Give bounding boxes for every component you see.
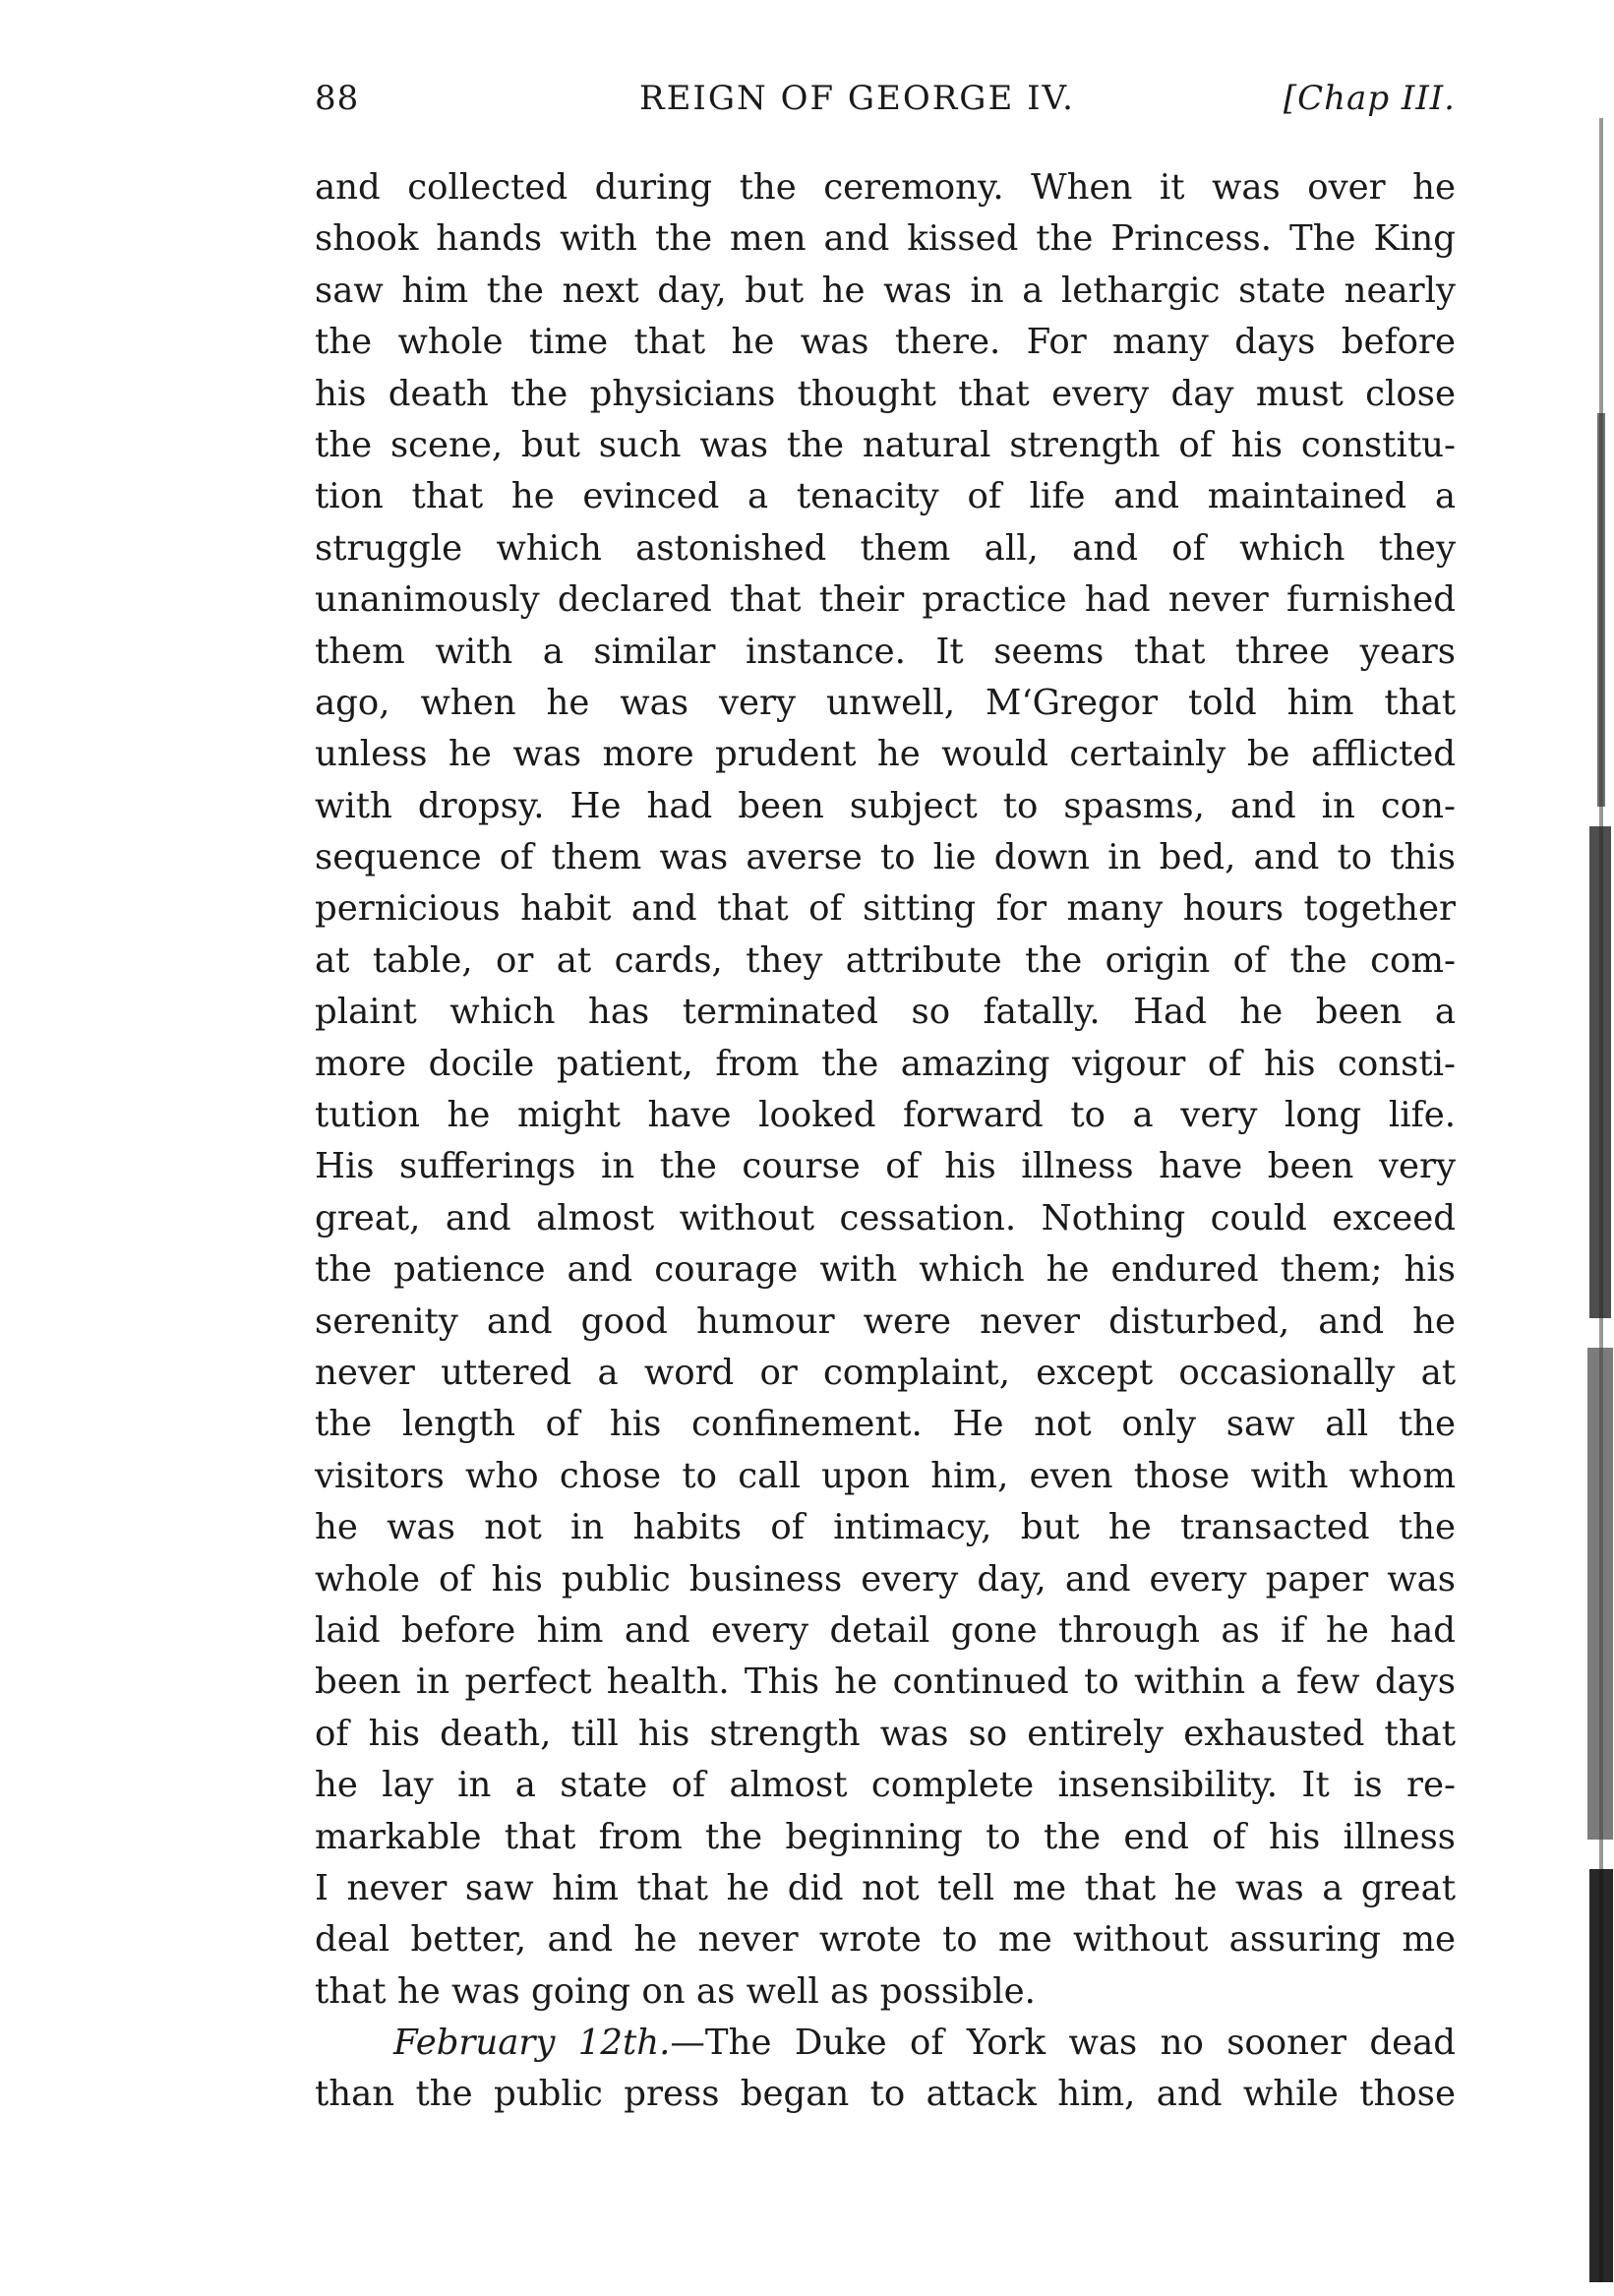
text-line: never uttered a word or complaint, except occasionally at [315, 1352, 1456, 1393]
text-line: unless he was more prudent he would certainly be afflicted [315, 734, 1456, 775]
running-title: REIGN OF GEORGE IV. [639, 79, 1075, 118]
body-text [315, 162, 1456, 2121]
text-line: them with a similar instance. It seems that three years [315, 631, 1456, 672]
page-edge-shadow [1560, 118, 1614, 2282]
text-line: sequence of them was averse to lie down in bed, and to this [315, 837, 1456, 878]
paragraph [315, 2018, 1456, 2121]
text-line: ago, when he was very unwell, M‘Gregor told him that [315, 682, 1456, 723]
text-line [315, 2018, 1456, 2069]
text-line: and collected during the ceremony. When it was over he [315, 167, 1456, 208]
text-line: His sufferings in the course of his illness have been very [315, 1146, 1456, 1187]
text-line: that he was going on as well as possible. [315, 1970, 1036, 2012]
text-line-rest: —The Duke of York was no sooner dead [670, 2023, 1456, 2064]
text-line: at table, or at cards, they attribute the origin of the com- [315, 939, 1456, 981]
text-line: with dropsy. He had been subject to spasms, and in con- [315, 785, 1456, 826]
text-line: than the public press began to attack him, and while those [315, 2074, 1456, 2115]
running-head [315, 79, 1456, 128]
chapter-marker: [Chap III. [1283, 79, 1456, 118]
text-line: the whole time that he was there. For many days before [315, 322, 1456, 363]
text-line: serenity and good humour were never disturbed, and he [315, 1300, 1456, 1342]
text-line: the patience and courage with which he endured them; his [315, 1249, 1456, 1291]
text-line: saw him the next day, but he was in a lethargic state nearly [315, 270, 1456, 311]
text-line: the scene, but such was the natural strength of his constitu- [315, 424, 1456, 465]
text-line: plaint which has terminated so fatally. Had he been a [315, 992, 1456, 1033]
text-line: of his death, till his strength was so entirely exhausted that [315, 1713, 1456, 1754]
text-line: shook hands with the men and kissed the Princess. The King [315, 218, 1456, 260]
text-line: more docile patient, from the amazing vigour of his consti- [315, 1043, 1456, 1084]
text-line: tution he might have looked forward to a very long life. [315, 1095, 1456, 1136]
text-line: been in perfect health. This he continued to within a few days [315, 1662, 1456, 1703]
text-line: he was not in habits of intimacy, but he transacted the [315, 1507, 1456, 1548]
text-line: his death the physicians thought that every day must close [315, 373, 1456, 414]
text-line: great, and almost without cessation. Nothing could exceed [315, 1197, 1456, 1239]
text-line: the length of his confinement. He not only saw all the [315, 1404, 1456, 1445]
text-line: whole of his public business every day, and every paper was [315, 1558, 1456, 1600]
page-number: 88 [315, 79, 360, 118]
text-line: struggle which astonished them all, and of which they [315, 527, 1456, 569]
text-line: visitors who chose to call upon him, even those with whom [315, 1455, 1456, 1496]
text-line: laid before him and every detail gone through as if he had [315, 1609, 1456, 1651]
text-line: deal better, and he never wrote to me without assuring me [315, 1919, 1456, 1961]
text-line: I never saw him that he did not tell me that he was a great [315, 1867, 1456, 1908]
text-line: unanimously declared that their practice had never furnished [315, 579, 1456, 621]
paragraph [315, 162, 1456, 2018]
text-line: pernicious habit and that of sitting for many hours together [315, 888, 1456, 930]
date-label: February 12th. [393, 2023, 671, 2064]
text-line: he lay in a state of almost complete insensibility. It is re- [315, 1765, 1456, 1806]
text-line: tion that he evinced a tenacity of life and maintained a [315, 476, 1456, 517]
text-line: markable that from the beginning to the end of his illness [315, 1816, 1456, 1857]
